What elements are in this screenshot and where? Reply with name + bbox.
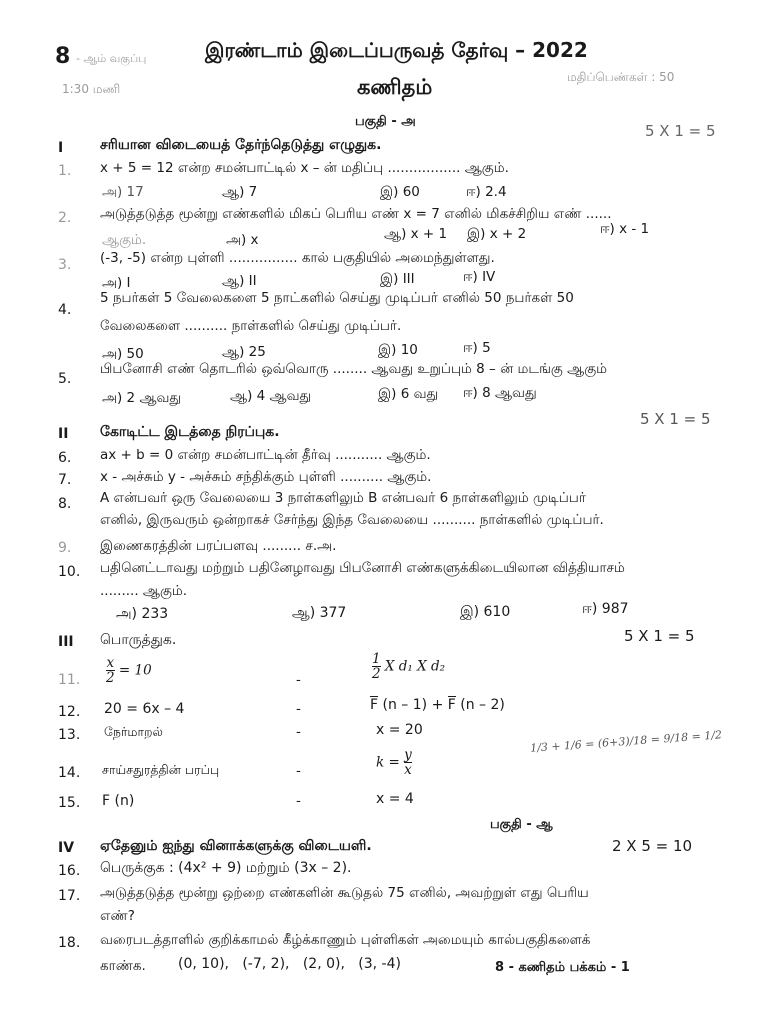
section-iv-roman: IV (58, 840, 75, 856)
q11-right-numerator: 1 (372, 651, 381, 667)
q13-left: நேர்மாறல் (104, 724, 163, 739)
q17-text: அடுத்தடுத்த மூன்று ஒற்றை எண்களின் கூடுதல் 75 எனில், அவற்றுள் எது பெரிய (100, 885, 589, 901)
q12-dash: - (296, 701, 301, 717)
q4-option-d: ஈ) 5 (463, 340, 491, 356)
q1-option-d: ஈ) 2.4 (466, 184, 507, 200)
q15-left: F (n) (102, 793, 135, 809)
q13-dash: - (296, 724, 301, 740)
q2-text-cont: ஆகும். (102, 232, 147, 248)
q1-number: 1. (58, 163, 72, 179)
page-footer: 8 - கணிதம் பக்கம் - 1 (495, 960, 630, 975)
q11-right-rest: X d₁ X d₂ (384, 658, 446, 675)
section-iv-title: ஏதேனும் ஐந்து வினாக்களுக்கு விடையளி. (100, 838, 372, 854)
q8-text: A என்பவர் ஒரு வேலையை 3 நாள்களிலும் B என்பவர் 6 நாள்களிலும் முடிப்பர் (100, 490, 586, 506)
q6-number: 6. (58, 450, 72, 466)
q11-dash: - (296, 672, 301, 688)
exam-title: இரண்டாம் இடைப்பருவத் தேர்வு – 2022 (205, 38, 588, 62)
q3-option-c: இ) III (380, 271, 415, 287)
q18-text: வரைபடத்தாளில் குறிக்காமல் கீழ்க்காணும் புள்ளிகள் அமையும் கால்பகுதிகளைக் (100, 932, 591, 948)
q4-number: 4. (58, 302, 72, 318)
max-marks: மதிப்பெண்கள் : 50 (567, 70, 675, 84)
q18-text-cont: காண்க. (100, 958, 146, 974)
q10-option-c: இ) 610 (460, 604, 511, 620)
q1-text: x + 5 = 12 என்ற சமன்பாட்டில் x – ன் மதிப்பு ................. ஆகும். (100, 160, 509, 176)
q5-option-d: ஈ) 8 ஆவது (463, 385, 537, 401)
q12-right-m2: (n – 2) (455, 697, 505, 713)
q2-number: 2. (58, 210, 72, 226)
q11-denominator: 2 (106, 670, 115, 687)
q2-text: அடுத்தடுத்த மூன்று எண்களில் மிகப் பெரிய எண் x = 7 எனில் மிகச்சிறிய எண் ...... (100, 206, 612, 222)
q13-right: x = 20 (376, 722, 423, 738)
section-i-title: சரியான விடையைத் தேர்ந்தெடுத்து எழுதுக. (100, 137, 382, 153)
q12-right-m1: (n – 1) + (378, 697, 448, 713)
q2-option-c: இ) x + 2 (467, 226, 527, 242)
q11-left (106, 656, 152, 685)
q8-number: 8. (58, 496, 72, 512)
q10-option-a: அ) 233 (116, 606, 169, 622)
q14-right-numerator: y (404, 747, 412, 763)
q10-number: 10. (58, 564, 81, 580)
q15-right: x = 4 (376, 791, 414, 807)
q3-option-d: ஈ) IV (463, 269, 496, 285)
q11-number: 11. (58, 672, 81, 688)
q11-numerator: x (106, 655, 115, 671)
q12-right-f1: F (370, 697, 379, 713)
q11-fraction (106, 656, 115, 685)
q14-right-fraction (404, 748, 412, 777)
section-i-marks: 5 X 1 = 5 (645, 122, 716, 140)
q7-text: x - அச்சும் y - அச்சும் சந்திக்கும் புள்ளி .......... ஆகும். (100, 469, 432, 485)
q9-text: இணைகரத்தின் பரப்பளவு ......... ச.அ. (100, 538, 337, 554)
q1-option-b: ஆ) 7 (222, 184, 258, 200)
q5-text: பிபனோசி எண் தொடரில் ஒவ்வொரு ........ ஆவது உறுப்பும் 8 – ன் மடங்கு ஆகும் (100, 361, 607, 377)
section-ii-title: கோடிட்ட இடத்தை நிரப்புக. (100, 424, 280, 440)
q4-text: 5 நபர்கள் 5 வேலைகளை 5 நாட்களில் செய்து முடிப்பர் எனில் 50 நபர்கள் 50 (100, 290, 574, 306)
q4-text-cont: வேலைகளை .......... நாள்களில் செய்து முடிப்பர். (100, 318, 402, 334)
handwritten-scribble: 1/3 + 1/6 = (6+3)/18 = 9/18 = 1/2 (529, 728, 723, 755)
q12-left: 20 = 6x – 4 (104, 701, 185, 717)
section-iv-marks: 2 X 5 = 10 (612, 837, 693, 855)
section-i-roman: I (58, 140, 64, 156)
q14-number: 14. (58, 765, 81, 781)
q1-option-c: இ) 60 (380, 184, 420, 200)
q5-option-b: ஆ) 4 ஆவது (230, 388, 312, 404)
q17-text-cont: எண்? (100, 908, 135, 924)
q3-text: (-3, -5) என்ற புள்ளி ................ கால் பகுதியில் அமைந்துள்ளது. (100, 250, 495, 266)
section-iii-roman: III (58, 634, 74, 650)
q4-option-c: இ) 10 (378, 342, 418, 358)
q18-number: 18. (58, 935, 81, 951)
section-ii-roman: II (58, 426, 69, 442)
q14-right (376, 748, 412, 777)
q18-points: (0, 10), (-7, 2), (2, 0), (3, -4) (178, 956, 401, 972)
grade-suffix: - ஆம் வகுப்பு (76, 52, 147, 65)
q3-option-b: ஆ) II (222, 273, 257, 289)
q15-number: 15. (58, 795, 81, 811)
q14-right-denominator: x (404, 762, 412, 779)
q7-number: 7. (58, 472, 72, 488)
q10-text: பதினெட்டாவது மற்றும் பதினேழாவது பிபனோசி எண்களுக்கிடையிலான வித்தியாசம் (100, 560, 625, 576)
subject-title: கணிதம் (357, 75, 433, 99)
q10-option-d: ஈ) 987 (582, 601, 629, 617)
q5-option-a: அ) 2 ஆவது (102, 390, 182, 406)
q11-right (372, 652, 445, 681)
q3-number: 3. (58, 257, 72, 273)
q11-right-fraction (372, 652, 381, 681)
q14-right-k: k = (376, 754, 400, 771)
q2-option-b: ஆ) x + 1 (384, 226, 448, 242)
q5-option-c: இ) 6 வது (378, 386, 439, 402)
section-iii-marks: 5 X 1 = 5 (624, 627, 695, 645)
grade-number: 8 (55, 44, 71, 69)
q4-option-b: ஆ) 25 (222, 344, 266, 360)
exam-time: 1:30 மணி (62, 82, 121, 96)
q2-option-d: ஈ) x - 1 (600, 221, 650, 237)
part-b-label: பகுதி - ஆ (490, 817, 553, 832)
q16-text: பெருக்குக : (4x² + 9) மற்றும் (3x – 2). (100, 860, 352, 876)
q6-text: ax + b = 0 என்ற சமன்பாட்டின் தீர்வு ........... ஆகும். (100, 447, 431, 463)
q13-number: 13. (58, 727, 81, 743)
q14-dash: - (296, 763, 301, 779)
section-ii-marks: 5 X 1 = 5 (640, 410, 711, 428)
q17-number: 17. (58, 888, 81, 904)
q2-option-a: அ) x (226, 232, 259, 248)
q16-number: 16. (58, 863, 81, 879)
q15-dash: - (296, 793, 301, 809)
q4-option-a: அ) 50 (102, 346, 144, 362)
q12-number: 12. (58, 704, 81, 720)
q11-left-rest: = 10 (118, 662, 152, 679)
q12-right (370, 697, 505, 713)
q9-number: 9. (58, 540, 72, 556)
q14-left: சாய்சதுரத்தின் பரப்பு (102, 762, 220, 777)
part-a-label: பகுதி - அ (355, 114, 416, 129)
q1-option-a: அ) 17 (102, 184, 144, 200)
section-iii-title: பொருத்துக. (100, 632, 177, 648)
q11-right-denominator: 2 (372, 666, 381, 683)
q8-text-cont: எனில், இருவரும் ஒன்றாகச் சேர்ந்து இந்த வேலையை .......... நாள்களில் முடிப்பர். (100, 512, 604, 528)
q3-option-a: அ) I (102, 275, 131, 291)
q10-text-cont: ......... ஆகும். (100, 583, 188, 599)
q12-right-f2: F (447, 697, 456, 713)
q5-number: 5. (58, 371, 72, 387)
q10-option-b: ஆ) 377 (292, 605, 347, 621)
